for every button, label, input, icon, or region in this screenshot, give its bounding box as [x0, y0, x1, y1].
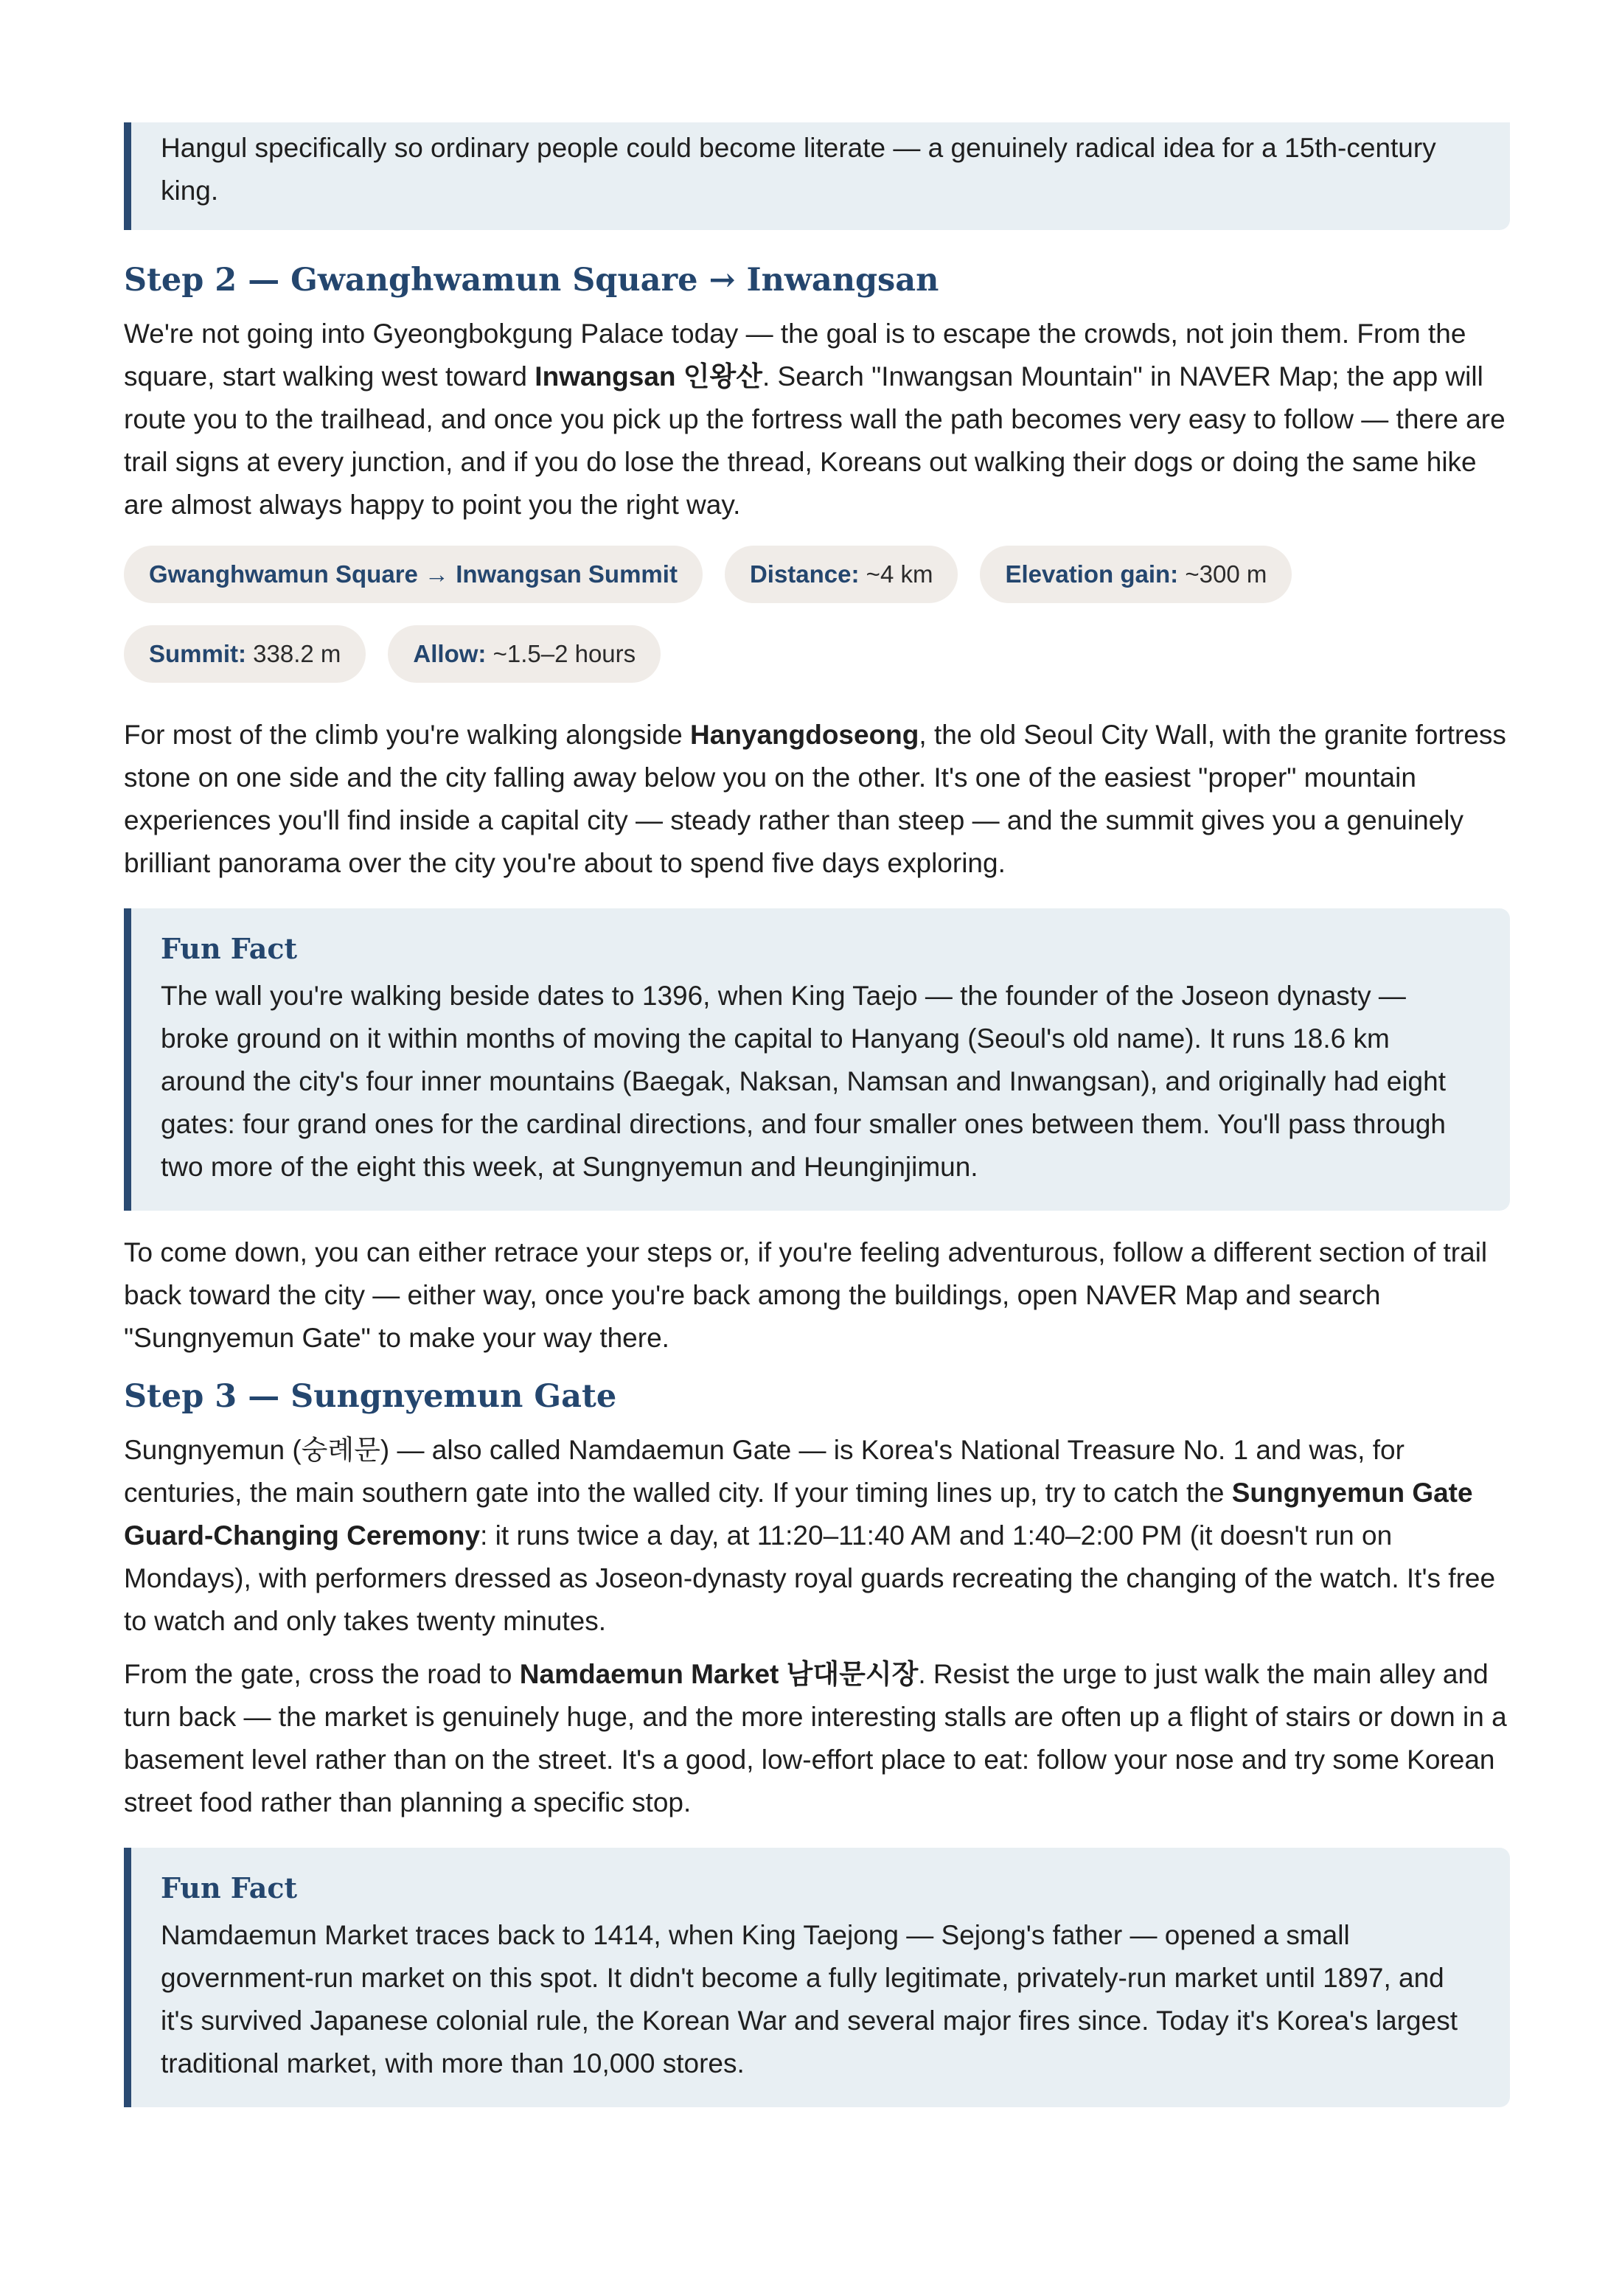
fun-fact-text: The wall you're walking beside dates to 1396, when King Taejo — the founder of the Joseon dynasty — broke ground on it within months of moving the capital to Hanyang (Seoul's old name). It runs 18.6 km around the city's four inner mountains (Baegak, Naksan, Namsan and Inwangsan), and originally had eight gates: four grand ones for the cardinal directions, and four smaller ones between them. You'll pass through two more of the eight this week, at Sungnyemun and Heunginjimun.: [161, 981, 1447, 1182]
route-label: Gwanghwamun Square → Inwangsan Summit: [149, 560, 678, 588]
text-span: From the gate, cross the road to: [124, 1659, 520, 1689]
text-span: We're not going into Gyeongbokgung Palace today — the goal is to escape the crowds, not join them. From the square, start walking west toward: [124, 319, 1466, 392]
allow-key: Allow:: [413, 640, 487, 667]
step-2-paragraph-2: [124, 714, 1510, 885]
allow-value: ~1.5–2 hours: [486, 640, 636, 667]
text-span: : it runs twice a day, at 11:20–11:40 AM and 1:40–2:00 PM (it doesn't run on Mondays), with performers dressed as Joseon-dynasty royal guards recreating the changing of the watch. It's free to watch and only takes twenty minutes.: [124, 1520, 1496, 1636]
distance-chip: [725, 546, 958, 603]
place-name: Hanyangdoseong: [689, 720, 919, 750]
distance-key: Distance:: [749, 560, 860, 588]
article-body: [124, 258, 1510, 2107]
route-info-chips: [124, 546, 1510, 683]
text-span: . Search "Inwangsan Mountain" in NAVER Map; the app will route you to the trailhead, and once you pick up the fortress wall the path becomes very easy to follow — there are trail signs at every junction, and if you do lose the thread, Koreans out walking their dogs or doing the same hike are almost always happy to point you the right way.: [124, 361, 1506, 520]
text-span: For most of the climb you're walking alongside: [124, 720, 690, 750]
fun-fact-callout: [124, 908, 1510, 1211]
elevation-key: Elevation gain:: [1005, 560, 1179, 588]
step-3-paragraph-2: [124, 1653, 1510, 1824]
summit-value: 338.2 m: [246, 640, 341, 667]
text-span: Sungnyemun (숭례문) — also called Namdaemun Gate — is Korea's National Treasure No. 1 and was, for centuries, the main southern gate into the walled city. If your timing lines up, try to catch the: [124, 1435, 1405, 1508]
summit-chip: [124, 625, 366, 683]
fun-fact-callout: [124, 1848, 1510, 2107]
route-chip: [124, 546, 703, 603]
summit-key: Summit:: [149, 640, 246, 667]
elevation-chip: [980, 546, 1292, 603]
distance-value: ~4 km: [859, 560, 933, 588]
place-name: Inwangsan 인왕산: [535, 361, 762, 392]
fun-fact-title: Fun Fact: [161, 932, 298, 965]
intro-callout: [124, 122, 1510, 230]
step-2-paragraph-1: [124, 313, 1510, 526]
step-3-heading: Step 3 — Sungnyemun Gate: [124, 1378, 617, 1415]
fun-fact-text: Namdaemun Market traces back to 1414, when King Taejong — Sejong's father — opened a small government-run market on this spot. It didn't become a fully legitimate, privately-run market until 1897, and it's survived Japanese colonial rule, the Korean War and several major fires since. Today it's Korea's largest traditional market, with more than 10,000 stores.: [161, 1920, 1458, 2078]
event-name: Sungnyemun Gate Guard-Changing Ceremony: [124, 1478, 1473, 1551]
allow-chip: [388, 625, 661, 683]
step-3-paragraph-1: [124, 1429, 1510, 1643]
elevation-value: ~300 m: [1178, 560, 1267, 588]
intro-callout-text: Hangul specifically so ordinary people could become literate — a genuinely radical idea for a 15th-century king.: [161, 133, 1436, 206]
place-name: Namdaemun Market 남대문시장: [519, 1659, 919, 1689]
text-span: , the old Seoul City Wall, with the granite fortress stone on one side and the city falling away below you on the other. It's one of the easiest "proper" mountain experiences you'll find inside a capital city — steady rather than steep — and the summit gives you a genuinely brilliant panorama over the city you're about to spend five days exploring.: [124, 720, 1506, 878]
step-2-paragraph-3: To come down, you can either retrace your steps or, if you're feeling adventurous, follow a different section of trail back toward the city — either way, once you're back among the buildings, open NAVER Map and search "Sungnyemun Gate" to make your way there.: [124, 1237, 1488, 1353]
text-span: . Resist the urge to just walk the main alley and turn back — the market is genuinely huge, and the more interesting stalls are often up a flight of stairs or down in a basement level rather than on the street. It's a good, low-effort place to eat: follow your nose and try some Korean street food rather than planning a specific stop.: [124, 1659, 1507, 1817]
fun-fact-title: Fun Fact: [161, 1871, 298, 1904]
step-2-heading: Step 2 — Gwanghwamun Square → Inwangsan: [124, 262, 939, 299]
